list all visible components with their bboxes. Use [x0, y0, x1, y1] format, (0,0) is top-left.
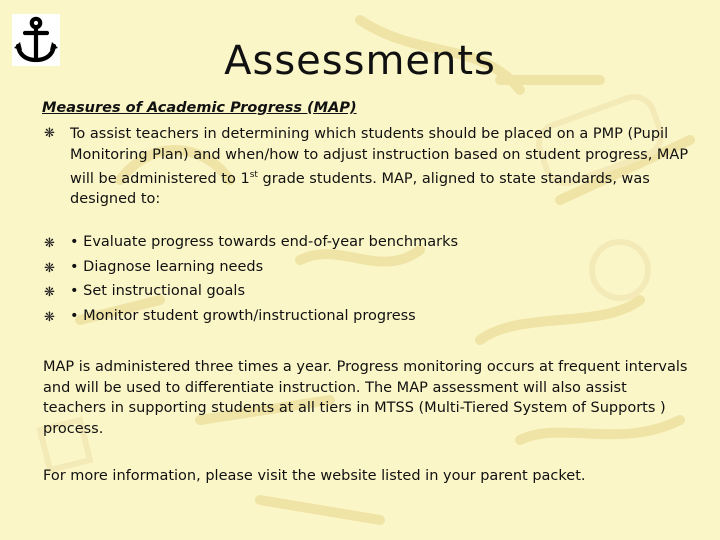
list-item: • Set instructional goals [70, 283, 246, 299]
section-subhead: Measures of Academic Progress (MAP) [42, 100, 357, 116]
list-item: • Monitor student growth/instructional progress [70, 308, 416, 324]
bullet-swirl-icon: ❋ [44, 310, 55, 325]
bullet-swirl-icon: ❋ [44, 126, 55, 141]
intro-paragraph [70, 124, 690, 210]
bullet-swirl-icon: ❋ [44, 236, 55, 251]
intro-text-end: grade students. MAP, aligned to state standards, was designed to: [70, 170, 650, 208]
list-item: • Evaluate progress towards end-of-year benchmarks [70, 234, 459, 250]
intro-text: To assist teachers in determining which students should be placed on a PMP (Pupil Monitoring Plan) and when/how to adjust instruction based on student progress, MAP will be administered to 1 [70, 126, 689, 187]
intro-superscript: st [249, 170, 258, 180]
list-item: • Diagnose learning needs [70, 259, 264, 275]
more-info-paragraph: For more information, please visit the website listed in your parent packet. [43, 468, 586, 484]
bullet-swirl-icon: ❋ [44, 261, 55, 276]
bullet-swirl-icon: ❋ [44, 285, 55, 300]
map-schedule-paragraph: MAP is administered three times a year. Progress monitoring occurs at frequent intervals and will be used to differentiate instruction. The MAP assessment will also assist teachers in supporting students at all tiers in MTSS (Multi-Tiered System of Supports ) process. [43, 359, 688, 437]
page-title: Assessments [224, 38, 496, 84]
